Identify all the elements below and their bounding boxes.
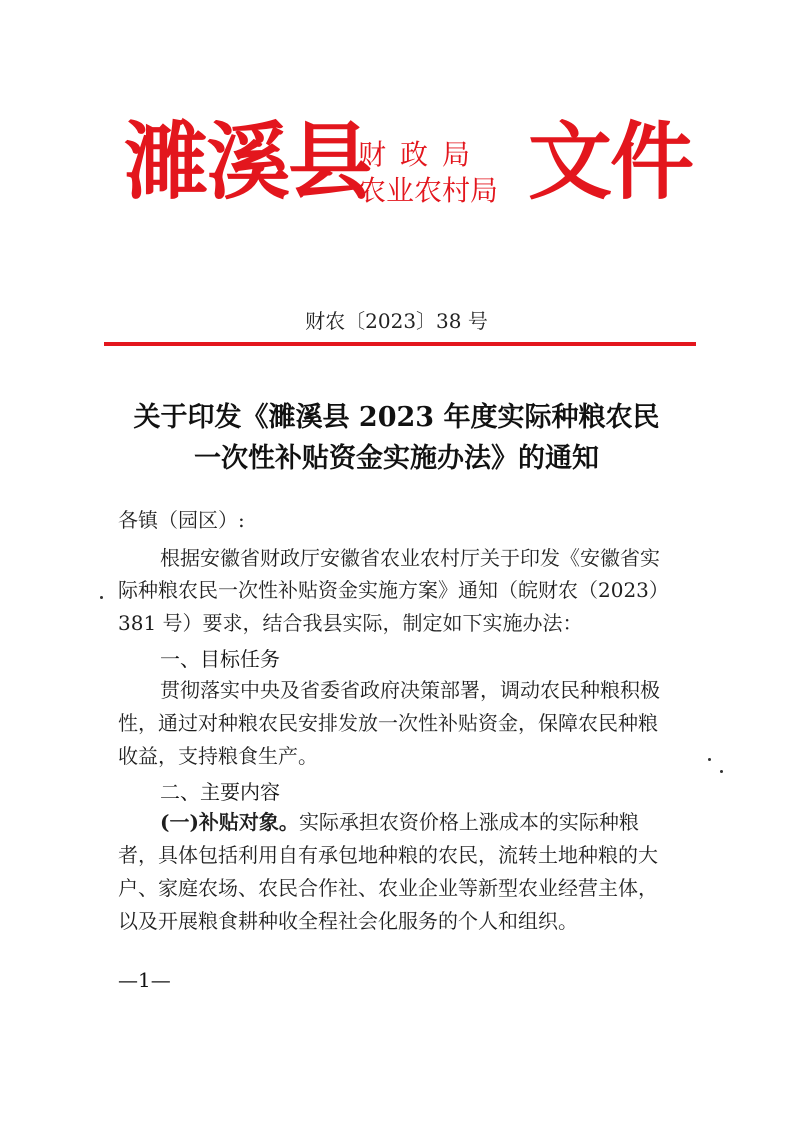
sub1-label: (一)补贴对象。 [160,810,299,834]
para1-line-2: 性，通过对种粮农民安排发放一次性补贴资金，保障农民种粮 [118,711,658,735]
intro-line-3: 381 号）要求，结合我县实际，制定如下实施办法： [118,611,583,635]
scan-speck [100,596,103,599]
para2-line-2: 户、家庭农场、农民合作社、农业企业等新型农业经营主体， [118,876,658,900]
document-label: 文件 [528,112,693,211]
dept-finance: 财政局 [358,138,485,171]
title-line-2: 一次性补贴资金实施办法》的通知 [194,443,599,474]
para1-line-1: 贯彻落实中央及省委省政府决策部署，调动农民种粮积极 [160,678,660,702]
section-heading-1: 一、目标任务 [160,647,280,671]
sub1-text: 实际承担农资价格上涨成本的实际种粮 [298,810,639,834]
scan-speck [720,770,723,773]
document-number: 财农〔2023〕38 号 [305,309,488,333]
intro-line-1: 根据安徽省财政厅安徽省农业农村厅关于印发《安徽省实 [160,546,660,570]
dept-agriculture: 农业农村局 [358,174,499,207]
salutation: 各镇（园区）: [118,508,245,532]
title-line-1: 关于印发《濉溪县 2023 年度实际种粮农民 [133,402,660,433]
sub1-line-1 [160,810,639,834]
page-number: —1— [118,968,171,992]
red-divider [104,342,696,346]
para2-line-3: 以及开展粮食耕种收全程社会化服务的个人和组织。 [118,909,578,933]
section-heading-2: 二、主要内容 [160,780,280,804]
scan-speck [708,758,711,761]
issuer-name: 濉溪县 [124,112,371,211]
intro-line-2: 际种粮农民一次性补贴资金实施方案》通知（皖财农（2023） [118,578,669,602]
para2-line-1: 者，具体包括利用自有承包地种粮的农民，流转土地种粮的大 [118,843,658,867]
para1-line-3: 收益，支持粮食生产。 [118,744,318,768]
